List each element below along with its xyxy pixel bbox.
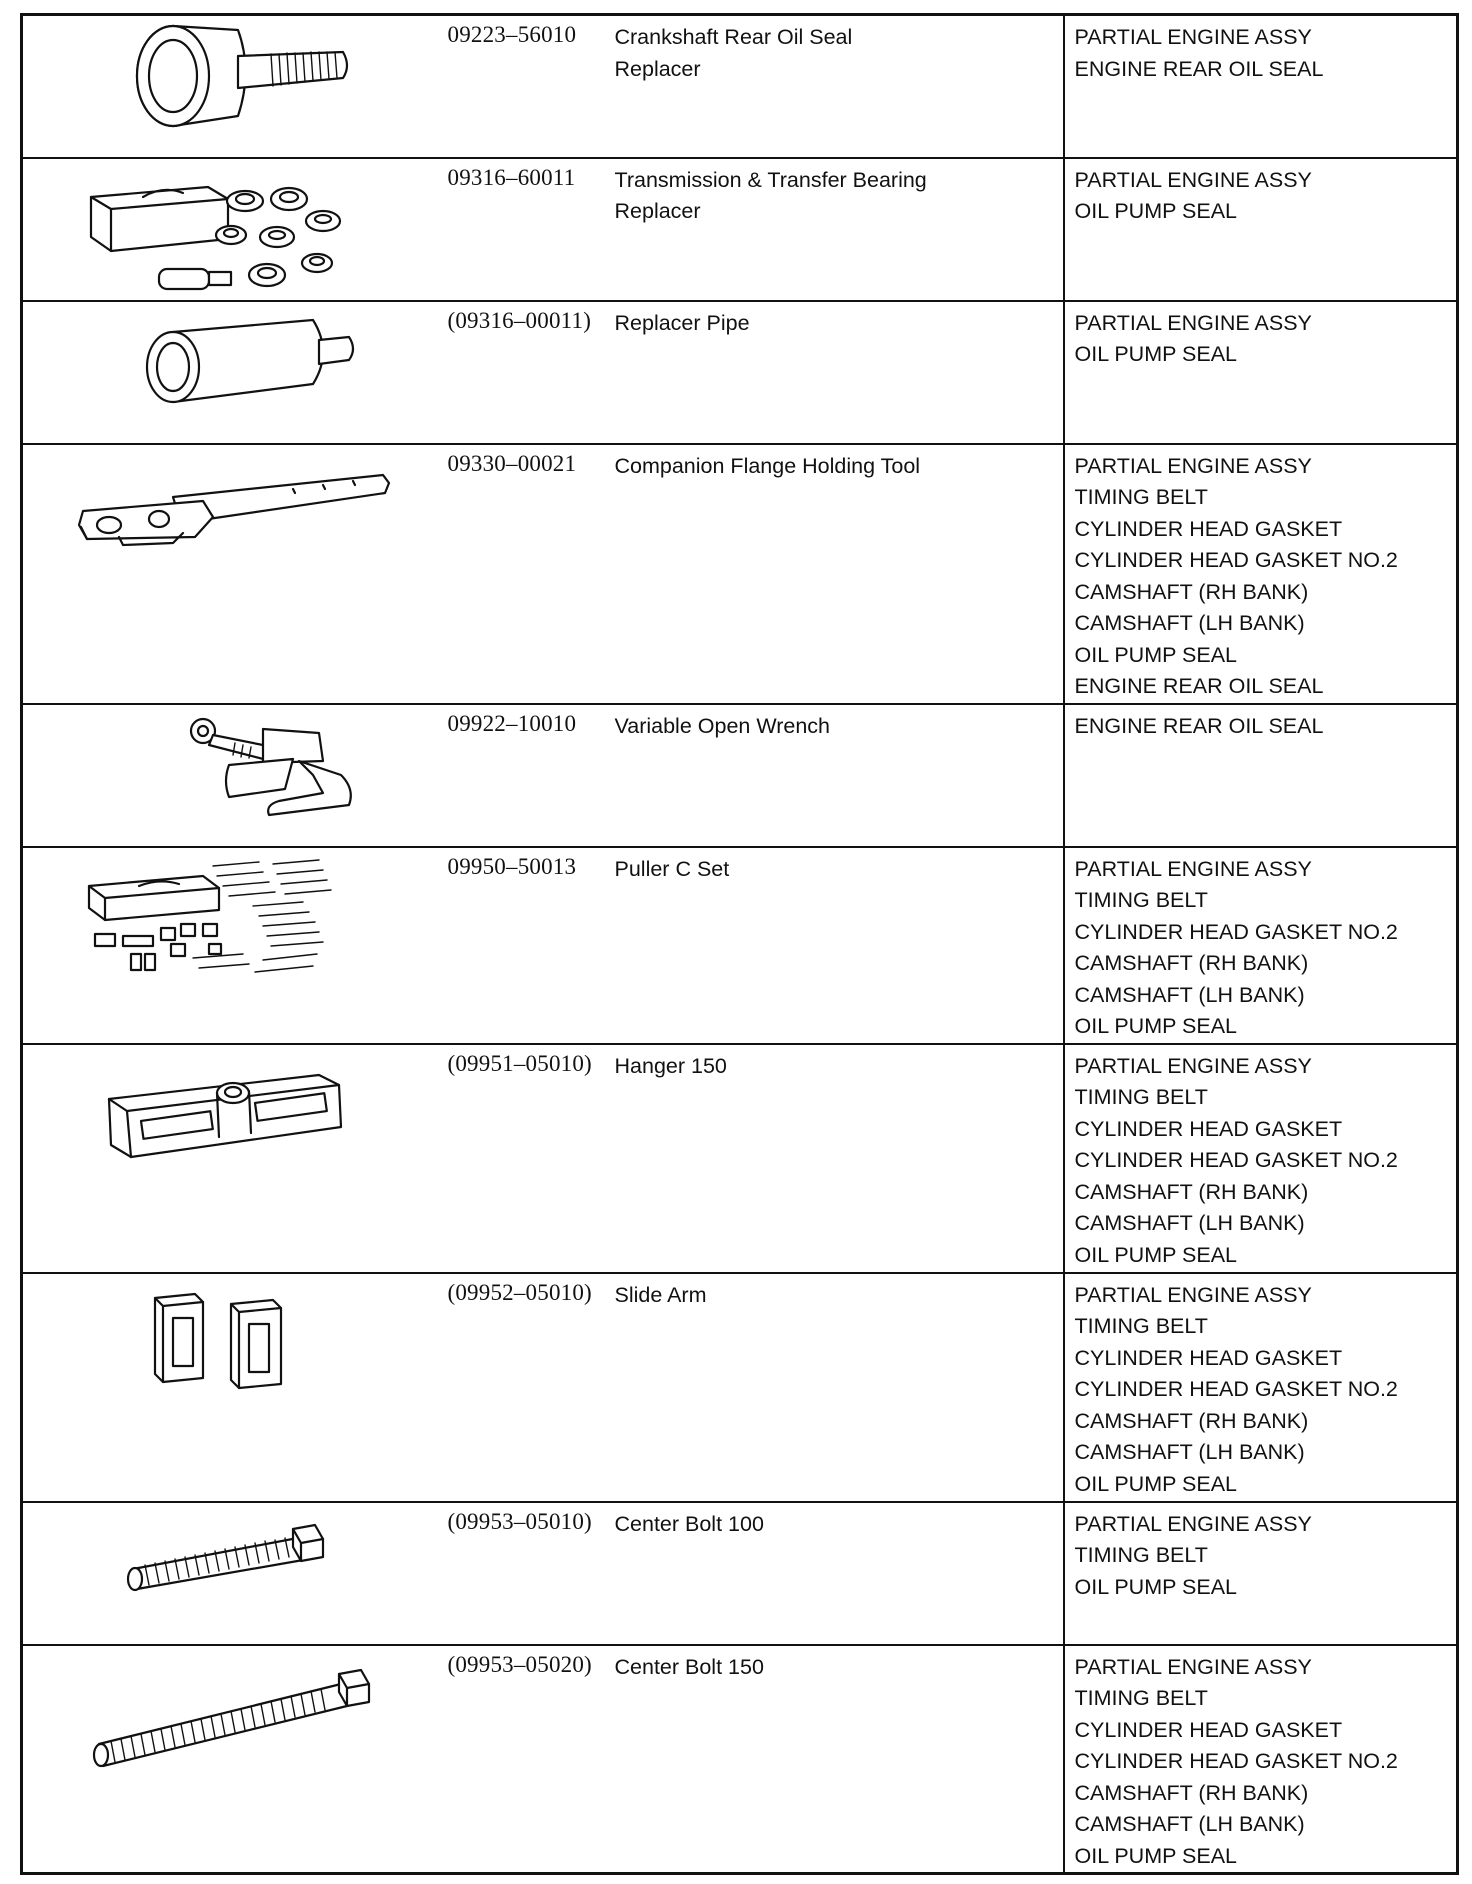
usage-list [1065,1503,1457,1604]
tool-name: Crankshaft Rear Oil Seal Replacer [614,25,853,81]
usage-list [1065,848,1457,1043]
usage-item: ENGINE REAR OIL SEAL [1074,674,1324,698]
table-row [22,847,1458,1044]
usage-item: CAMSHAFT (LH BANK) [1074,982,1305,1007]
special-service-tools-table [20,13,1459,1875]
usage-list [1065,445,1457,703]
table-row [22,301,1458,444]
part-number: (09951–05010) [447,1050,592,1076]
hanger-icon [23,1045,437,1245]
usage-item: CAMSHAFT (LH BANK) [1074,1211,1305,1235]
usage-item: PARTIAL ENGINE ASSY [1074,25,1312,49]
usage-item: CYLINDER HEAD GASKET [1074,516,1343,541]
oil-seal-replacer-icon [23,16,437,156]
usage-item: PARTIAL ENGINE ASSY [1074,1053,1312,1078]
part-number: (09953–05010) [447,1508,592,1534]
tool-name: Hanger 150 [614,1053,727,1078]
center-bolt-long-icon [23,1646,437,1846]
usage-item: CYLINDER HEAD GASKET [1074,1717,1343,1742]
usage-item: TIMING BELT [1074,888,1208,912]
part-number: 09330–00021 [447,450,577,476]
part-number: (09316–00011) [447,307,592,333]
part-number: 09316–60011 [447,164,576,190]
usage-item: OIL PUMP SEAL [1074,642,1238,667]
center-bolt-short-icon [23,1503,437,1643]
usage-item: TIMING BELT [1074,1085,1208,1109]
usage-list [1065,16,1457,85]
usage-list [1065,1646,1457,1873]
usage-item: ENGINE REAR OIL SEAL [1074,56,1324,81]
part-number: 09223–56010 [447,22,577,47]
usage-item: OIL PUMP SEAL [1074,342,1238,366]
usage-item: TIMING BELT [1074,1314,1208,1338]
usage-item: OIL PUMP SEAL [1074,1574,1238,1599]
usage-item: OIL PUMP SEAL [1074,199,1238,223]
usage-item: TIMING BELT [1074,1543,1208,1567]
usage-list [1065,302,1457,371]
usage-list [1065,705,1457,743]
part-number: 09950–50013 [447,853,577,879]
table-row [22,1273,1458,1502]
usage-item: OIL PUMP SEAL [1074,1471,1238,1496]
usage-list [1065,1045,1457,1272]
usage-item: CYLINDER HEAD GASKET NO.2 [1074,548,1398,572]
part-number: (09952–05010) [447,1279,592,1305]
table-row [22,1502,1458,1645]
tool-name: Puller C Set [614,856,730,881]
tool-name: Center Bolt 100 [614,1511,764,1536]
usage-item: OIL PUMP SEAL [1074,1014,1238,1038]
usage-item: PARTIAL ENGINE ASSY [1074,1282,1312,1307]
flange-holding-tool-icon [23,445,437,645]
usage-item: PARTIAL ENGINE ASSY [1074,453,1312,478]
usage-item: PARTIAL ENGINE ASSY [1074,310,1312,335]
tool-name: Companion Flange Holding Tool [614,453,921,478]
usage-item: CYLINDER HEAD GASKET NO.2 [1074,919,1398,944]
usage-item: CYLINDER HEAD GASKET [1074,1345,1343,1370]
usage-list [1065,159,1457,228]
usage-item: CYLINDER HEAD GASKET NO.2 [1074,1377,1398,1401]
usage-item: CYLINDER HEAD GASKET [1074,1116,1343,1141]
usage-item: CYLINDER HEAD GASKET NO.2 [1074,1749,1398,1773]
open-wrench-icon [23,705,437,845]
usage-item: ENGINE REAR OIL SEAL [1074,713,1324,738]
usage-item: CAMSHAFT (RH BANK) [1074,951,1309,975]
tool-name: Center Bolt 150 [614,1654,764,1679]
replacer-pipe-icon [23,302,437,442]
usage-item: TIMING BELT [1074,1686,1208,1710]
usage-item: CAMSHAFT (RH BANK) [1074,1179,1309,1204]
puller-set-icon [23,848,437,1038]
usage-item: CAMSHAFT (RH BANK) [1074,1408,1309,1433]
usage-item: CAMSHAFT (RH BANK) [1074,579,1309,604]
usage-list [1065,1274,1457,1501]
usage-item: OIL PUMP SEAL [1074,1843,1238,1868]
usage-item: PARTIAL ENGINE ASSY [1074,856,1312,881]
usage-item: PARTIAL ENGINE ASSY [1074,167,1312,192]
table-row [22,704,1458,847]
tool-name: Variable Open Wrench [614,713,831,738]
usage-item: CAMSHAFT (LH BANK) [1074,611,1305,635]
tool-name: Replacer Pipe [614,310,750,335]
usage-item: PARTIAL ENGINE ASSY [1074,1511,1312,1536]
usage-item: PARTIAL ENGINE ASSY [1074,1654,1312,1679]
usage-item: TIMING BELT [1074,485,1208,509]
table-row [22,1044,1458,1273]
usage-item: CAMSHAFT (LH BANK) [1074,1812,1305,1836]
tool-name: Transmission & Transfer Bearing Replacer [614,167,927,223]
part-number: 09922–10010 [447,710,577,736]
part-number: (09953–05020) [447,1651,592,1677]
table-row [22,444,1458,704]
usage-item: CAMSHAFT (RH BANK) [1074,1780,1309,1805]
bearing-replacer-kit-icon [23,159,437,299]
table-row [22,15,1458,158]
table-row [22,1645,1458,1874]
slide-arm-icon [23,1274,437,1474]
table-row [22,158,1458,301]
tool-name: Slide Arm [614,1282,707,1307]
usage-item: CAMSHAFT (LH BANK) [1074,1440,1305,1464]
usage-item: CYLINDER HEAD GASKET NO.2 [1074,1148,1398,1172]
usage-item: OIL PUMP SEAL [1074,1242,1238,1267]
